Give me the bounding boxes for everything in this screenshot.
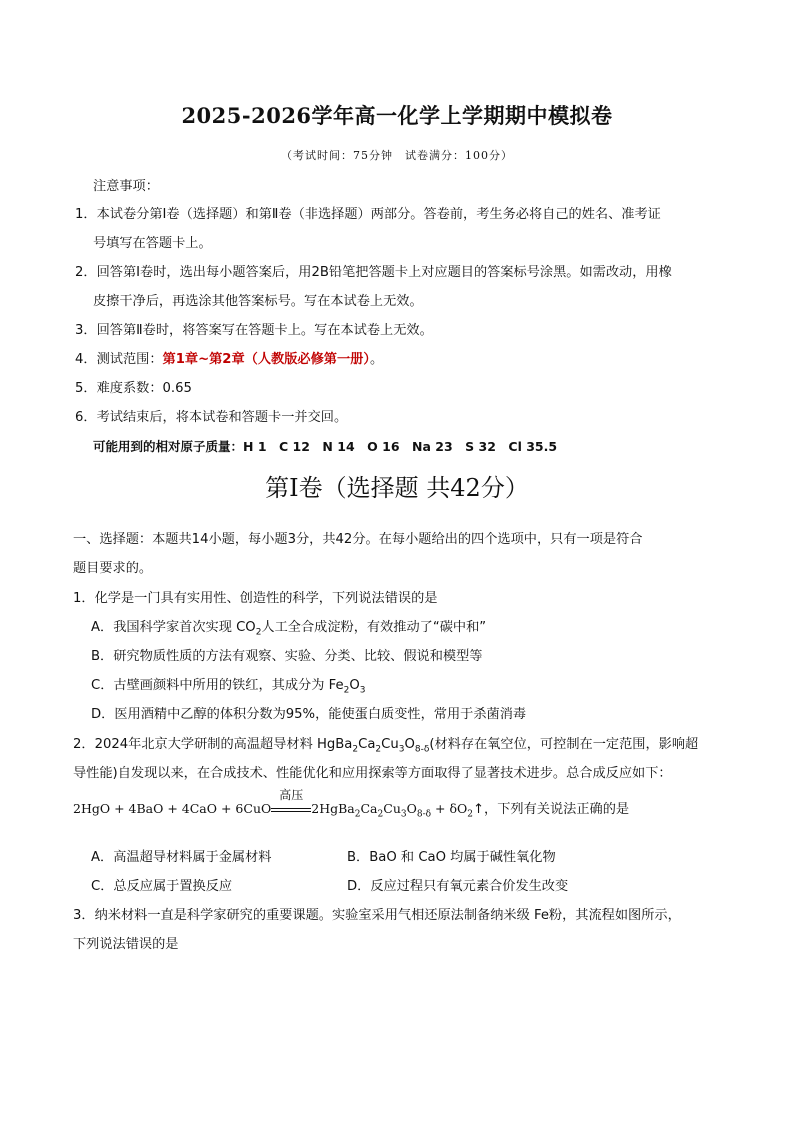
equation-product: + δO xyxy=(435,801,468,816)
stem-text: O xyxy=(404,737,415,752)
stem-text: Cu xyxy=(381,737,399,752)
option-text: C．古壁画颜料中所用的铁红，其成分为 Fe xyxy=(91,678,344,693)
equation-product: Cu xyxy=(383,801,401,816)
q2-option-a: A．高温超导材料属于金属材料 xyxy=(91,850,272,865)
equation-reactants: 2HgO + 4BaO + 4CaO + 6CuO xyxy=(73,801,272,816)
section-title: 第Ⅰ卷（选择题 共42分） xyxy=(265,474,529,502)
subscript: 3 xyxy=(400,809,407,820)
note-number: 3． xyxy=(75,323,97,338)
stem-text: Ca xyxy=(358,737,376,752)
subscript: 2 xyxy=(467,809,473,820)
stem-text: 2．2024年北京大学研制的高温超导材料 HgBa xyxy=(73,737,353,752)
note-6 xyxy=(75,409,347,427)
q2-equation xyxy=(73,788,630,820)
q2-option-b: B．BaO 和 CaO 均属于碱性氧化物 xyxy=(347,850,556,865)
option-text: A．我国科学家首次实现 CO xyxy=(91,620,256,635)
part1-instructions: 一、选择题：本题共14小题，每小题3分，共42分。在每小题给出的四个选项中，只有一项是符合 xyxy=(73,532,643,547)
subscript: 2 xyxy=(255,627,262,638)
part1-instructions-cont: 题目要求的。 xyxy=(73,561,153,576)
note-1 xyxy=(75,206,661,224)
reaction-arrow xyxy=(271,788,311,816)
q2-stem-2: 导性能)自发现以来，在合成技术、性能优化和应用探索等方面取得了显著技术进步。总合成反应如下： xyxy=(73,766,672,781)
subscript: 8-δ xyxy=(414,744,430,755)
q2-stem-1 xyxy=(73,736,698,759)
note-number: 2． xyxy=(75,265,97,280)
note-text: 回答第Ⅱ卷时，将答案写在答题卡上。写在本试卷上无效。 xyxy=(96,323,433,338)
subscript: 2 xyxy=(354,809,361,820)
q1-option-b: B．研究物质性质的方法有观察、实验、分类、比较、假说和模型等 xyxy=(91,649,483,664)
q1-option-d: D．医用酒精中乙醇的体积分数为95%，能使蛋白质变性，常用于杀菌消毒 xyxy=(91,707,527,722)
q2-option-d: D．反应过程只有氧元素合价发生改变 xyxy=(347,879,569,894)
q1-option-a xyxy=(91,619,486,642)
page-title: 2025-2026学年高一化学上学期期中模拟卷 xyxy=(181,103,613,128)
equation-product: Ca xyxy=(360,801,378,816)
subscript: 3 xyxy=(359,685,366,696)
note-3 xyxy=(75,322,433,340)
q1-option-c xyxy=(91,677,365,700)
subscript: 2 xyxy=(352,744,359,755)
subscript: 8-δ xyxy=(416,809,432,820)
note-text: 本试卷分第Ⅰ卷（选择题）和第Ⅱ卷（非选择题）两部分。答卷前，考生务必将自己的姓名、准考证 xyxy=(96,207,661,222)
subscript: 2 xyxy=(377,809,384,820)
subscript: 2 xyxy=(375,744,382,755)
note-text: 难度系数：0.65 xyxy=(96,381,192,396)
q1-stem: 1．化学是一门具有实用性、创造性的科学，下列说法错误的是 xyxy=(73,591,438,606)
note-text: 测试范围： xyxy=(96,352,163,367)
exam-info: （考试时间：75分钟 试卷满分：100分） xyxy=(281,149,513,162)
option-text: 人工全合成淀粉，有效推动了“碳中和” xyxy=(261,620,487,635)
note-number: 4． xyxy=(75,352,97,367)
subscript: 2 xyxy=(343,685,350,696)
subscript: 3 xyxy=(398,744,405,755)
equation-question: ↑，下列有关说法正确的是 xyxy=(473,802,630,817)
equation-product: 2HgBa xyxy=(311,801,355,816)
q3-stem-1: 3．纳米材料一直是科学家研究的重要课题。实验室采用气相还原法制备纳米级 Fe粉，其流程如图所示， xyxy=(73,908,681,923)
test-scope: 第1章~第2章（人教版必修第一册） xyxy=(162,352,370,367)
note-2-cont: 皮擦干净后，再选涂其他答案标号。写在本试卷上无效。 xyxy=(93,294,423,309)
note-number: 5． xyxy=(75,381,97,396)
q2-option-c: C．总反应属于置换反应 xyxy=(91,879,233,894)
notes-heading: 注意事项： xyxy=(93,179,159,194)
note-text-suffix: 。 xyxy=(369,352,384,367)
atomic-mass-list: 可能用到的相对原子质量：H 1 C 12 N 14 O 16 Na 23 S 32 Cl 35.5 xyxy=(93,439,558,454)
note-number: 1． xyxy=(75,207,97,222)
note-text: 回答第Ⅰ卷时，选出每小题答案后，用2B铅笔把答题卡上对应题目的答案标号涂黑。如需改动，用橡 xyxy=(96,265,672,280)
stem-text: (材料存在氧空位，可控制在一定范围，影响超 xyxy=(429,737,699,752)
note-4 xyxy=(75,351,383,369)
q3-stem-2: 下列说法错误的是 xyxy=(73,937,179,952)
note-2 xyxy=(75,264,672,282)
note-text: 考试结束后，将本试卷和答题卡一并交回。 xyxy=(96,410,348,425)
note-number: 6． xyxy=(75,410,97,425)
note-5 xyxy=(75,380,192,398)
reaction-condition: 高压 xyxy=(279,788,304,802)
equation-product: O xyxy=(406,801,417,816)
note-1-cont: 号填写在答题卡上。 xyxy=(93,236,212,251)
option-text: O xyxy=(349,678,360,693)
